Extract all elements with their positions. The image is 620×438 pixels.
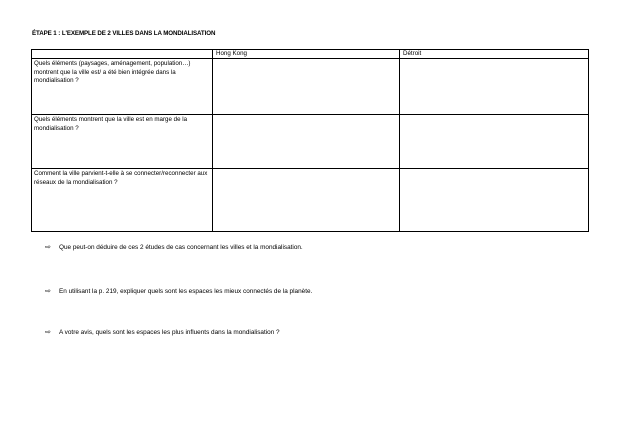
header-empty-cell	[32, 50, 213, 59]
comparison-table	[31, 49, 589, 232]
answer-cell-hong-kong[interactable]	[213, 59, 400, 115]
answer-cell-detroit[interactable]	[400, 115, 589, 169]
header-hong-kong: Hong Kong	[213, 50, 400, 59]
question-cell: Quels éléments (paysages, aménagement, population…) montrent que la ville est/ a été bien intégrée dans la mondialisation ?	[32, 59, 213, 115]
answer-cell-hong-kong[interactable]	[213, 115, 400, 169]
question-cell: Quels éléments montrent que la ville est en marge de la mondialisation ?	[32, 115, 213, 169]
question-text: En utilisant la p. 219, expliquer quels sont les espaces les mieux connectés de la planète.	[59, 288, 313, 295]
question-item	[45, 287, 312, 295]
question-text: A votre avis, quels sont les espaces les plus influents dans la mondialisation ?	[59, 329, 280, 336]
arrow-right-outline-icon: ⇨	[45, 329, 51, 336]
answer-cell-detroit[interactable]	[400, 59, 589, 115]
question-item	[45, 328, 280, 336]
header-detroit: Détroit	[400, 50, 589, 59]
question-cell: Comment la ville parvient-t-elle à se connecter/reconnecter aux réseaux de la mondialisation ?	[32, 169, 213, 232]
arrow-right-outline-icon: ⇨	[45, 288, 51, 295]
table-row	[32, 59, 589, 115]
question-item	[45, 243, 303, 251]
table-row	[32, 169, 589, 232]
question-text: Que peut-on déduire de ces 2 études de cas concernant les villes et la mondialisation.	[59, 244, 303, 251]
answer-cell-detroit[interactable]	[400, 169, 589, 232]
page-title: ÉTAPE 1 : L'EXEMPLE DE 2 VILLES DANS LA MONDIALISATION	[32, 30, 216, 37]
answer-cell-hong-kong[interactable]	[213, 169, 400, 232]
table-row	[32, 115, 589, 169]
arrow-right-outline-icon: ⇨	[45, 244, 51, 251]
table-header-row	[32, 50, 589, 59]
